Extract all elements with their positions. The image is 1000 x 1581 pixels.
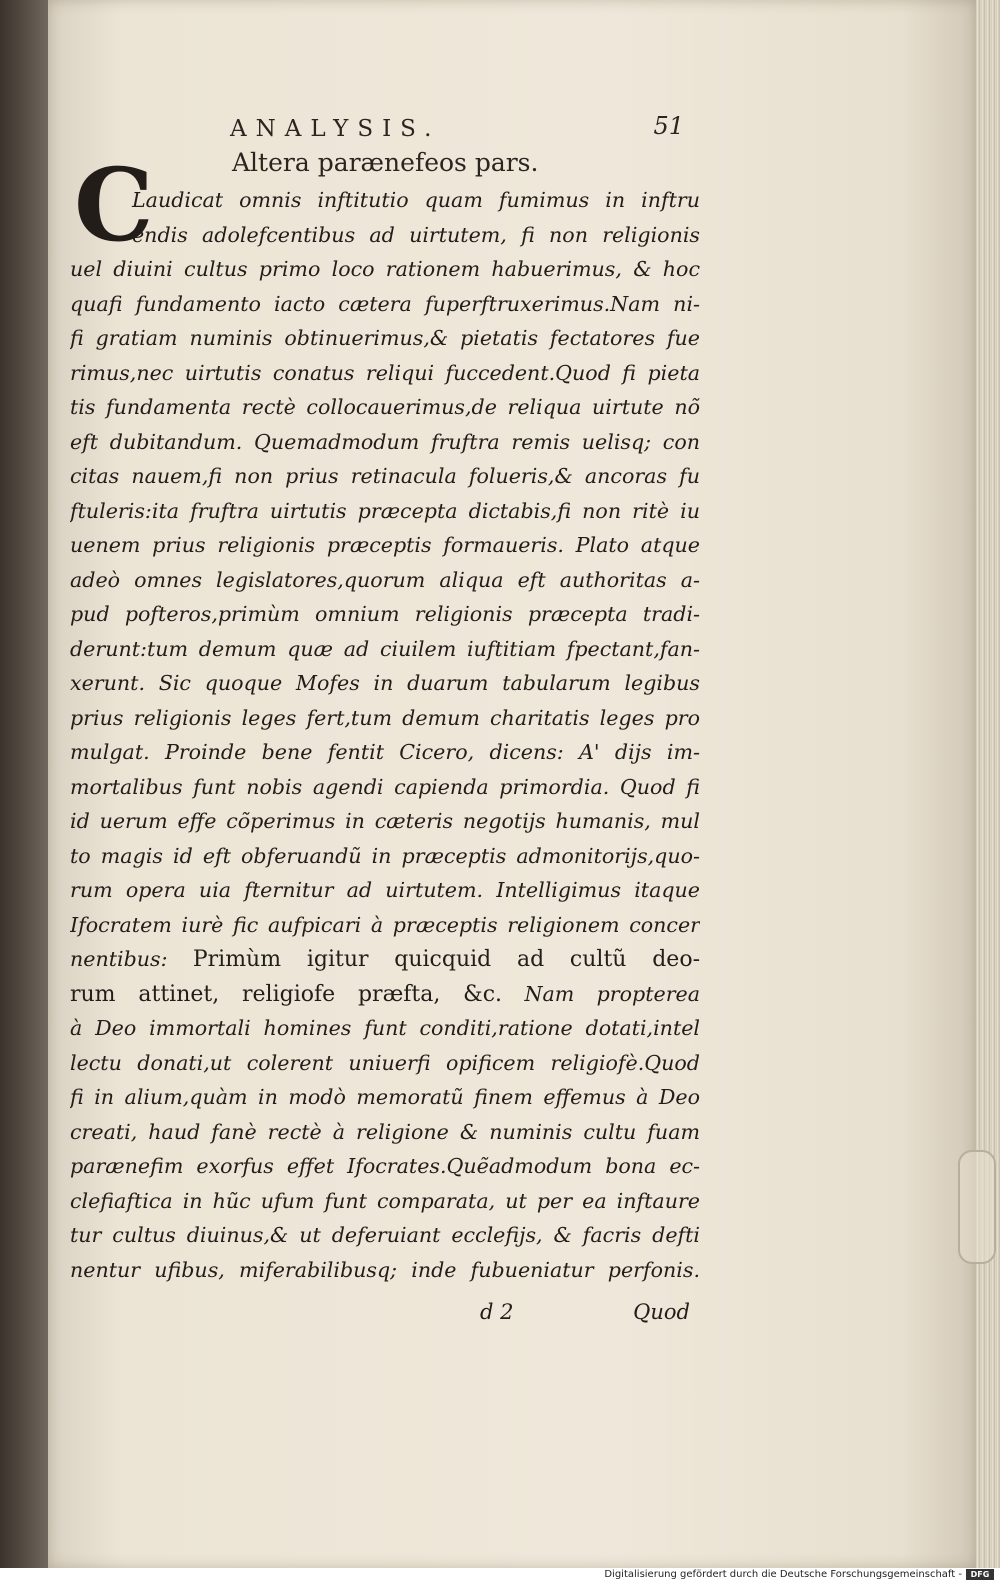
text-line: derunt:tum demum quæ ad ciuilem iuftitiam fpectant,fan- [70, 636, 700, 661]
credit-bar [0, 1568, 1000, 1581]
text-line: id uerum effe cõperimus in cæteris negotijs humanis, mul [70, 809, 700, 833]
text-line: fi gratiam numinis obtinuerimus,& pietatis fectatores fue [70, 326, 700, 350]
text-line: prius religionis leges fert,tum demum charitatis leges pro [70, 705, 700, 730]
catchword: Quod [633, 1300, 690, 1324]
credit-text: Digitalisierung gefördert durch die Deutsche Forschungsgemeinschaft - [604, 1569, 962, 1580]
text-fragment-roman: rum attinet, religiofe præfta, &c. [70, 981, 503, 1007]
text-line: uel diuini cultus primo loco rationem habuerimus, & hoc [70, 257, 700, 281]
text-line: quafi fundamento iacto cætera fuperftruxerimus.Nam ni- [70, 291, 700, 316]
dfg-logo: DFG [966, 1569, 994, 1580]
folio-number: 51 [653, 112, 684, 140]
text-line: fi in alium,quàm in modò memoratũ finem effemus à Deo [70, 1085, 700, 1109]
text-line: parænefim exorfus effet Ifocrates.Quẽadmodum bona ec- [70, 1154, 700, 1178]
drop-cap-initial: C [74, 146, 154, 264]
text-line: rum opera uia fternitur ad uirtutem. Intelligimus itaque [70, 878, 700, 902]
text-line: endis adolefcentibus ad uirtutem, fi non religionis [132, 222, 700, 247]
text-line: uenem prius religionis præceptis formaueris. Plato atque [70, 533, 700, 557]
book-clasp [958, 1150, 996, 1264]
text-line: to magis id eft obferuandũ in præceptis admonitorijs,quo- [70, 843, 700, 868]
page-footer [480, 1300, 690, 1334]
text-line: eft dubitandum. Quemadmodum fruftra remis uelisq; con [70, 429, 700, 454]
text-line: à Deo immortali homines funt conditi,ratione dotati,intel [70, 1016, 700, 1040]
text-line: mulgat. Proinde bene fentit Cicero, dicens: A' dijs im- [70, 740, 700, 764]
text-line-mixed [70, 977, 700, 1012]
text-line: creati, haud fanè rectè à religione & numinis cultu fuam [70, 1119, 700, 1144]
running-head-title: ANALYSIS. [230, 116, 441, 142]
text-line: clefiaftica in hũc ufum funt comparata, ut per ea inftaure [70, 1188, 700, 1213]
text-line: lectu donati,ut colerent uniuerfi opificem religiofè.Quod [70, 1050, 700, 1075]
body-text [70, 183, 700, 1287]
text-line: Laudicat omnis inftitutio quam fumimus in inftru [132, 188, 700, 212]
text-line: nentur ufibus, miferabilibusq; inde fubueniatur perfonis. [70, 1257, 700, 1282]
text-line: xerunt. Sic quoque Mofes in duarum tabularum legibus [70, 671, 700, 695]
running-head [230, 112, 690, 152]
text-line: rimus,nec uirtutis conatus reliqui fuccedent.Quod fi pieta [70, 360, 700, 385]
text-fragment-roman: Primùm igitur quicquid ad cultũ deo- [192, 947, 700, 972]
text-line: pud pofteros,primùm omnium religionis præcepta tradi- [70, 602, 700, 626]
text-line-mixed [70, 942, 700, 977]
signature-mark: d 2 [480, 1300, 514, 1324]
text-line: tis fundamenta rectè collocauerimus,de reliqua uirtute nõ [70, 395, 700, 419]
text-line: mortalibus funt nobis agendi capienda primordia. Quod fi [70, 774, 700, 799]
text-fragment: Nam propterea [524, 981, 700, 1006]
text-line: tur cultus diuinus,& ut deferuiant ecclefijs, & facris defti [70, 1223, 700, 1247]
text-fragment: nentibus: [70, 947, 168, 971]
text-line: Ifocratem iurè fic aufpicari à præceptis religionem concer [70, 912, 700, 937]
text-line: ftuleris:ita fruftra uirtutis præcepta dictabis,fi non ritè iu [70, 498, 700, 523]
page-fore-edge [976, 0, 1000, 1568]
text-line: citas nauem,fi non prius retinacula folueris,& ancoras fu [70, 464, 700, 488]
section-title: Altera parænefeos pars. [232, 148, 539, 177]
text-line: adeò omnes legislatores,quorum aliqua eft authoritas a- [70, 567, 700, 592]
